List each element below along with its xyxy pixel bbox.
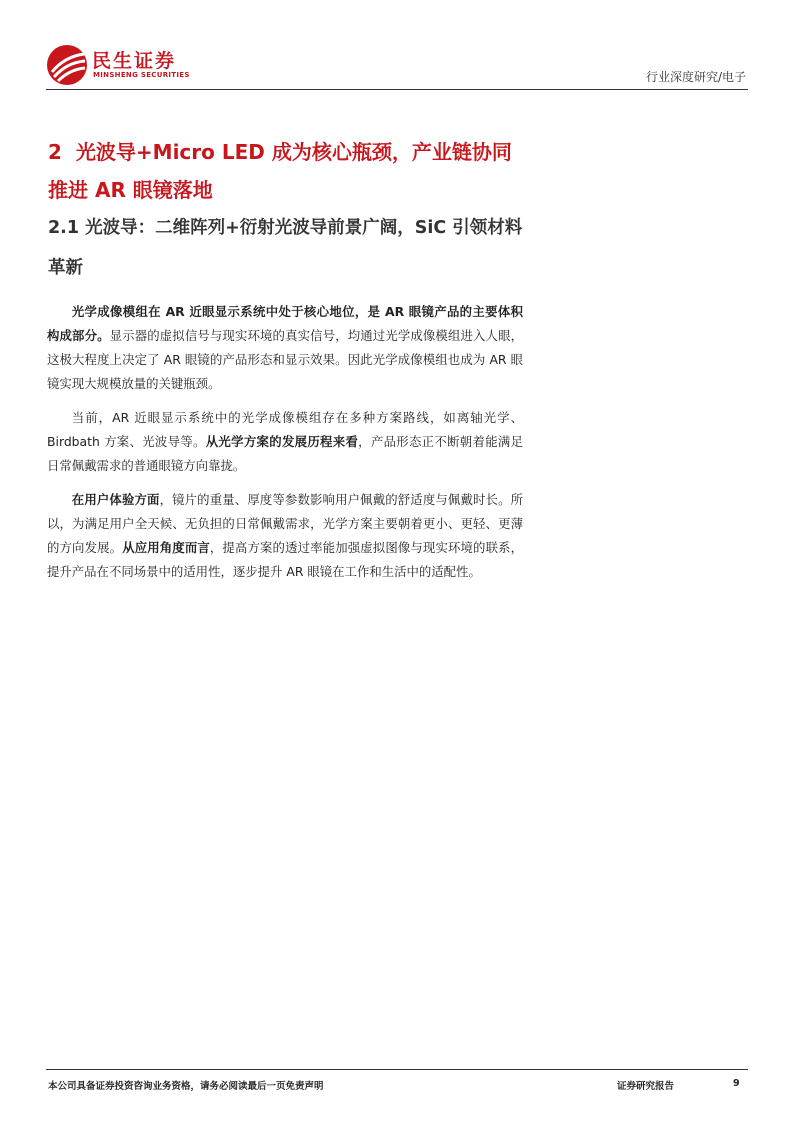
paragraph-3-bold-2: 从应用角度而言 — [122, 540, 210, 555]
footer-divider — [46, 1069, 748, 1070]
logo-english-name: MINSHENG SECURITIES — [93, 71, 190, 79]
paragraph-1-bold-lead: 光学成像模组在 AR 近眼显示系统中处于核心地位，是 AR 眼镜产品的主要体积构成部分。 — [47, 304, 523, 343]
company-logo — [46, 44, 206, 88]
footer-disclaimer: 本公司具备证券投资咨询业务资格，请务必阅读最后一页免责声明 — [48, 1081, 324, 1092]
section-title: 光波导+Micro LED 成为核心瓶颈，产业链协同推进 AR 眼镜落地 — [48, 140, 512, 202]
body-text — [47, 300, 523, 594]
paragraph-3-text-1: ，镜片的重量、厚度等参数影响用户佩戴的舒适度与佩戴时长。所以，为满足用户全天候、无负担的日常佩戴需求，光学方案主要朝着更小、更轻、更薄的方向发展。 — [47, 492, 524, 555]
footer-report-type: 证券研究报告 — [617, 1081, 675, 1092]
paragraph-1 — [47, 300, 523, 396]
paragraph-1-text: 显示器的虚拟信号与现实环境的真实信号，均通过光学成像模组进入人眼，这极大程度上决定了 AR 眼镜的产品形态和显示效果。因此光学成像模组也成为 AR 眼镜实现大规模放量的关键瓶颈。 — [47, 328, 524, 391]
paragraph-2-text-1: 当前，AR 近眼显示系统中的光学成像模组存在多种方案路线，如离轴光学、Birdbath 方案、光波导等。 — [47, 410, 523, 449]
paragraph-3-bold-1: 在用户体验方面 — [71, 492, 160, 507]
section-number: 2 — [48, 140, 62, 164]
page-number: 9 — [733, 1078, 740, 1089]
minsheng-logo-icon — [46, 44, 88, 86]
report-category: 行业深度研究/电子 — [645, 70, 746, 84]
paragraph-3-text-2: ，提高方案的透过率能加强虚拟图像与现实环境的联系，提升产品在不同场景中的适用性，逐步提升 AR 眼镜在工作和生活中的适配性。 — [47, 540, 524, 579]
logo-chinese-name: 民生证券 — [92, 50, 177, 72]
paragraph-2-bold: 从光学方案的发展历程来看 — [205, 434, 359, 449]
subsection-heading: 2.1 光波导：二维阵列+衍射光波导前景广阔，SiC 引领材料革新 — [48, 218, 523, 278]
section-heading — [48, 133, 528, 209]
paragraph-3 — [47, 488, 523, 584]
paragraph-2-text-2: ，产品形态正不断朝着能满足日常佩戴需求的普通眼镜方向靠拢。 — [47, 434, 523, 473]
paragraph-2 — [47, 406, 523, 478]
header-divider — [46, 89, 748, 90]
